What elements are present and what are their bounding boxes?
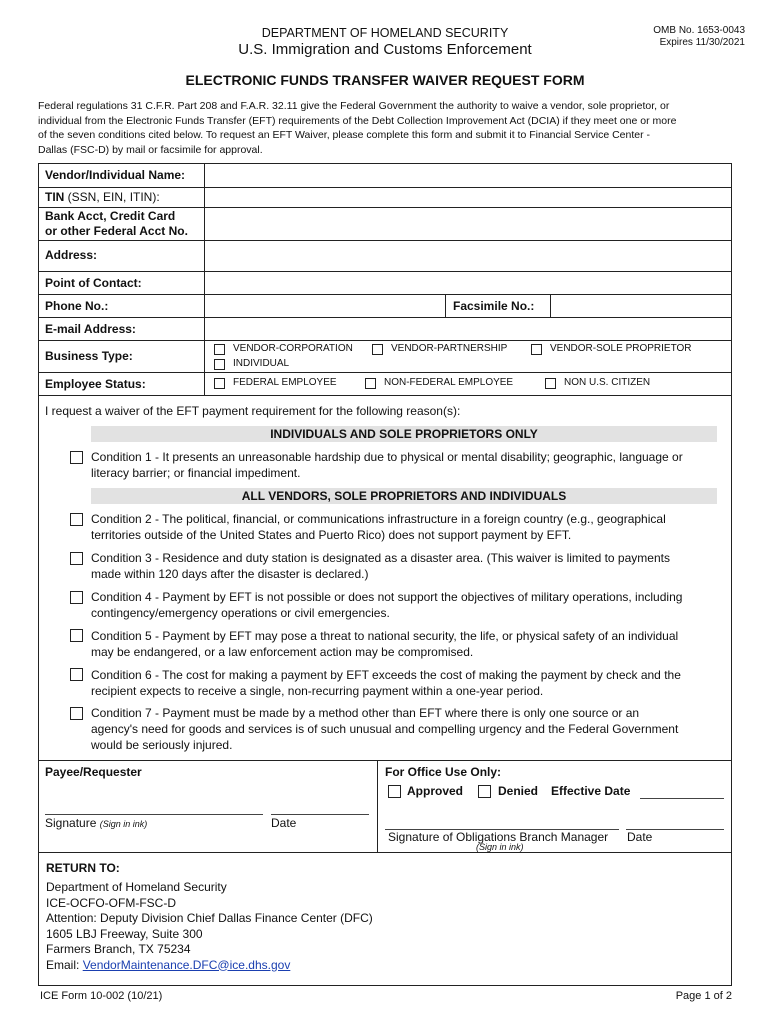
form-id: ICE Form 10-002 (10/21) bbox=[40, 990, 163, 1002]
vendor-sole-proprietor-label: VENDOR-SOLE PROPRIETOR bbox=[550, 343, 692, 354]
column-divider bbox=[204, 163, 205, 395]
payee-date-label: Date bbox=[271, 816, 297, 830]
section-individuals-header: INDIVIDUALS AND SOLE PROPRIETORS ONLY bbox=[91, 426, 717, 442]
condition-4-text: Condition 4 - Payment by EFT is not possible or does not support the objectives of military operations, including contingency/emergency operations or civil emergencies. bbox=[91, 590, 683, 620]
address-line: ICE-OCFO-OFM-FSC-D bbox=[46, 895, 176, 910]
denied-checkbox[interactable] bbox=[478, 785, 491, 798]
sign-in-ink-note: (Sign in ink) bbox=[476, 842, 524, 852]
non-us-citizen-checkbox[interactable] bbox=[545, 378, 556, 389]
intro-line: Federal regulations 31 C.F.R. Part 208 and F.A.R. 32.11 give the Federal Government the authority to waive a vendor, sole proprietor, or bbox=[38, 100, 670, 112]
condition-7-checkbox[interactable] bbox=[70, 707, 83, 720]
non-federal-employee-label: NON-FEDERAL EMPLOYEE bbox=[384, 377, 514, 388]
condition-1-text: Condition 1 - It presents an unreasonable hardship due to physical or mental disability; geographic, language or literacy barrier; or financial impediment. bbox=[91, 450, 683, 480]
manager-date-label: Date bbox=[627, 830, 653, 844]
phone-field[interactable] bbox=[206, 296, 444, 316]
email-label: E-mail Address: bbox=[45, 322, 136, 336]
omb-info bbox=[653, 25, 745, 49]
employee-status-label: Employee Status: bbox=[45, 377, 146, 391]
payee-signature-line[interactable] bbox=[45, 814, 263, 815]
condition-6-checkbox[interactable] bbox=[70, 668, 83, 681]
individual-checkbox[interactable] bbox=[214, 359, 225, 370]
denied-label: Denied bbox=[498, 784, 539, 798]
intro-paragraph bbox=[38, 99, 738, 157]
email-field[interactable] bbox=[206, 319, 730, 339]
condition-2-text: Condition 2 - The political, financial, or communications infrastructure in a foreign country (e.g., geographical territories outside of the United States and Puerto Rico) does not support payment by EFT. bbox=[91, 512, 666, 542]
form-title: ELECTRONIC FUNDS TRANSFER WAIVER REQUEST FORM bbox=[185, 72, 585, 88]
agency-name: U.S. Immigration and Customs Enforcement bbox=[238, 41, 532, 58]
vendor-corporation-checkbox[interactable] bbox=[214, 344, 225, 355]
address-field[interactable] bbox=[206, 242, 730, 270]
vendor-corporation-label: VENDOR-CORPORATION bbox=[233, 343, 353, 354]
point-of-contact-label: Point of Contact: bbox=[45, 276, 142, 290]
vendor-partnership-label: VENDOR-PARTNERSHIP bbox=[391, 343, 508, 354]
address-line: Department of Homeland Security bbox=[46, 880, 227, 894]
office-use-title: For Office Use Only: bbox=[385, 765, 502, 779]
effective-date-line[interactable] bbox=[640, 798, 724, 799]
divider bbox=[38, 395, 732, 396]
column-divider bbox=[550, 294, 551, 317]
federal-employee-checkbox[interactable] bbox=[214, 378, 225, 389]
fax-field[interactable] bbox=[552, 296, 730, 316]
divider bbox=[38, 852, 732, 853]
address-line: Attention: Deputy Division Chief Dallas Finance Center (DFC) bbox=[46, 911, 373, 925]
vendor-name-field[interactable] bbox=[206, 165, 730, 186]
omb-number: OMB No. 1653-0043 bbox=[653, 25, 745, 36]
divider bbox=[38, 271, 732, 272]
divider bbox=[38, 240, 732, 241]
divider bbox=[38, 187, 732, 188]
divider bbox=[38, 317, 732, 318]
omb-expires: Expires 11/30/2021 bbox=[659, 37, 745, 48]
point-of-contact-field[interactable] bbox=[206, 273, 730, 293]
manager-signature-label: Signature of Obligations Branch Manager bbox=[388, 830, 609, 844]
phone-label: Phone No.: bbox=[45, 299, 109, 313]
column-divider bbox=[377, 760, 378, 852]
request-statement: I request a waiver of the EFT payment requirement for the following reason(s): bbox=[45, 404, 461, 418]
divider bbox=[38, 760, 732, 761]
divider bbox=[38, 340, 732, 341]
effective-date-label: Effective Date bbox=[551, 784, 631, 798]
bank-account-label: Bank Acct, Credit Card or other Federal Acct No. bbox=[45, 209, 188, 238]
tin-label: TIN (SSN, EIN, ITIN): bbox=[45, 190, 160, 204]
condition-7-text: Condition 7 - Payment must be made by a method other than EFT where there is only one source or an agency's need for goods and services is of such unusual and compelling urgency and the Federal Government would be seriously injured. bbox=[91, 706, 679, 752]
tin-field[interactable] bbox=[206, 189, 730, 206]
condition-2-checkbox[interactable] bbox=[70, 513, 83, 526]
approved-checkbox[interactable] bbox=[388, 785, 401, 798]
condition-6-text: Condition 6 - The cost for making a payment by EFT exceeds the cost of making the payment by check and the recipient expects to receive a single, non-recurring payment within a one-year period. bbox=[91, 668, 681, 698]
fax-label: Facsimile No.: bbox=[453, 299, 535, 313]
divider bbox=[38, 207, 732, 208]
return-address bbox=[46, 880, 373, 973]
condition-4-checkbox[interactable] bbox=[70, 591, 83, 604]
department-name: DEPARTMENT OF HOMELAND SECURITY bbox=[261, 26, 509, 40]
return-to-title: RETURN TO: bbox=[46, 861, 120, 875]
payee-requester-title: Payee/Requester bbox=[45, 765, 142, 779]
vendor-name-label: Vendor/Individual Name: bbox=[45, 168, 186, 182]
divider bbox=[38, 294, 732, 295]
email-link[interactable]: VendorMaintenance.DFC@ice.dhs.gov bbox=[82, 957, 291, 972]
intro-line: of the seven conditions cited below. To request an EFT Waiver, please complete this form and submit it to Financial Service Center - bbox=[38, 129, 651, 142]
condition-1-checkbox[interactable] bbox=[70, 451, 83, 464]
non-us-citizen-label: NON U.S. CITIZEN bbox=[564, 377, 651, 388]
bank-account-field[interactable] bbox=[206, 209, 730, 239]
payee-signature-label: Signature (Sign in ink) bbox=[45, 816, 148, 830]
individual-label: INDIVIDUAL bbox=[233, 358, 290, 369]
condition-3-checkbox[interactable] bbox=[70, 552, 83, 565]
intro-line: individual from the Electronic Funds Transfer (EFT) requirements of the Debt Collection Improvement Act (DCIA) if they meet one or more bbox=[38, 114, 677, 127]
address-line: 1605 LBJ Freeway, Suite 300 bbox=[46, 926, 203, 941]
address-line: Farmers Branch, TX 75234 bbox=[46, 942, 191, 956]
business-type-label: Business Type: bbox=[45, 349, 133, 363]
non-federal-employee-checkbox[interactable] bbox=[365, 378, 376, 389]
divider bbox=[38, 372, 732, 373]
email-line: Email: VendorMaintenance.DFC@ice.dhs.gov bbox=[46, 957, 291, 972]
page-number: Page 1 of 2 bbox=[675, 990, 732, 1002]
address-label: Address: bbox=[45, 248, 98, 262]
column-divider bbox=[445, 294, 446, 317]
section-all-vendors-header: ALL VENDORS, SOLE PROPRIETORS AND INDIVIDUALS bbox=[91, 488, 717, 504]
intro-line: Dallas (FSC-D) by mail or facsimile for approval. bbox=[38, 143, 263, 156]
vendor-sole-proprietor-checkbox[interactable] bbox=[531, 344, 542, 355]
vendor-partnership-checkbox[interactable] bbox=[372, 344, 383, 355]
condition-3-text: Condition 3 - Residence and duty station is designated as a disaster area. (This waiver is limited to payments made within 120 days after the disaster is declared.) bbox=[91, 551, 670, 581]
approved-label: Approved bbox=[407, 784, 464, 798]
condition-5-text: Condition 5 - Payment by EFT may pose a threat to national security, the life, or physical safety of an individual may be endangered, or a law enforcement action may be compromised. bbox=[91, 629, 679, 659]
payee-date-line[interactable] bbox=[271, 814, 369, 815]
condition-5-checkbox[interactable] bbox=[70, 629, 83, 642]
federal-employee-label: FEDERAL EMPLOYEE bbox=[233, 377, 337, 388]
